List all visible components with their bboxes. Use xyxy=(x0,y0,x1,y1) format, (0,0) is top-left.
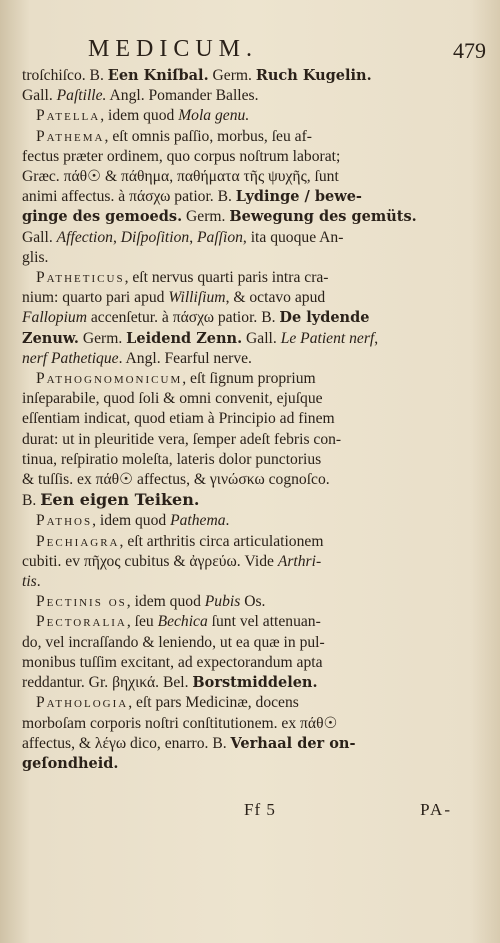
text-run: , xyxy=(374,329,379,347)
text-run: eſſentiam indicat, quod etiam à Principio ad finem xyxy=(22,410,335,428)
text-line xyxy=(22,369,442,389)
text-run: . xyxy=(225,512,230,530)
text-run: , idem quod xyxy=(100,107,179,125)
text-run: , ſeu xyxy=(126,613,158,631)
italic-term: Williſium xyxy=(168,289,226,307)
text-run: , eſt ſignum proprium xyxy=(182,370,316,388)
text-line xyxy=(22,572,442,592)
entry-headword: Patella xyxy=(36,107,101,125)
text-line xyxy=(22,308,442,328)
text-line xyxy=(22,552,442,572)
text-run: , idem quod xyxy=(126,593,205,611)
text-line xyxy=(22,288,442,308)
blackletter-term: ginge des gemoeds. xyxy=(22,208,183,226)
text-line xyxy=(22,673,442,693)
italic-term: nerf Pathetique xyxy=(22,349,119,367)
text-run: , & octavo apud xyxy=(225,289,326,307)
text-line xyxy=(22,490,442,511)
text-run: Gall. xyxy=(22,228,57,246)
text-run: , xyxy=(189,228,197,246)
text-line xyxy=(22,532,442,552)
italic-term: Pathema xyxy=(170,512,226,530)
italic-term: tis xyxy=(22,573,37,591)
text-line xyxy=(22,66,442,86)
text-run: reddantur. Gr. βηχικά. Bel. xyxy=(22,674,193,692)
page-number: 479 xyxy=(453,38,486,63)
text-line xyxy=(22,734,442,754)
blackletter-term: Bewegung des gemüts. xyxy=(229,208,417,226)
text-line xyxy=(22,693,442,713)
italic-term: Fallopium xyxy=(22,309,87,327)
text-run: durat: ut in pleuritide vera, ſemper adeſt febris con- xyxy=(22,430,342,448)
blackletter-term: geſondheid. xyxy=(22,754,119,772)
text-run: Os. xyxy=(240,593,266,611)
italic-term: Paſſion xyxy=(197,228,243,246)
text-line xyxy=(22,450,442,470)
italic-term: Pubis xyxy=(204,593,241,611)
text-line xyxy=(22,612,442,632)
text-run: accenſetur. à πάσχω patior. B. xyxy=(86,309,280,327)
text-line xyxy=(22,511,442,531)
text-run: troſchiſco. B. xyxy=(22,67,108,84)
text-run: glis. xyxy=(22,248,49,266)
text-line xyxy=(22,430,442,450)
text-run: , idem quod xyxy=(92,512,171,530)
blackletter-term: De lydende xyxy=(279,309,370,327)
text-run: do, vel incraſſando & leniendo, ut ea quæ in pul- xyxy=(22,633,325,651)
text-run: . xyxy=(36,573,41,591)
text-line xyxy=(22,147,442,167)
text-line xyxy=(22,349,442,369)
blackletter-term: Zenuw. xyxy=(22,329,79,347)
text-line xyxy=(22,714,442,734)
italic-term: Le Patient nerf xyxy=(280,329,375,347)
text-run: cubiti. ev πῆχος cubitus & ἀγρεύω. Vide xyxy=(22,552,278,570)
text-line xyxy=(22,207,442,227)
italic-term: Paſtille. xyxy=(56,87,107,105)
text-line xyxy=(22,228,442,248)
entry-headword: Pathologia xyxy=(36,694,129,712)
blackletter-term: Borstmiddelen. xyxy=(192,674,318,692)
italic-term: Arthri- xyxy=(277,552,322,570)
italic-term: Diſpoſition xyxy=(120,228,190,246)
text-run: morboſam corporis noſtri conſtitutionem. ex πάθ☉ xyxy=(22,714,338,732)
entry-headword: Pectoralia xyxy=(36,613,127,631)
text-run: affectus, & λέγω dico, enarro. B. xyxy=(22,734,231,752)
text-run: Gall. xyxy=(22,87,57,105)
text-line xyxy=(22,248,442,268)
entry-headword: Pathema xyxy=(36,127,105,145)
text-line xyxy=(22,167,442,187)
text-run: Græc. πάθ☉ & πάθημα, παθήματα τῆς ψυχῆς, ſunt xyxy=(22,168,339,186)
entry-headword: Pathognomonicum xyxy=(36,370,183,388)
text-run: fectus præter ordinem, quo corpus noſtrum laborat; xyxy=(22,147,341,165)
text-run: monibus tuſſim excitant, ad expectorandum apta xyxy=(22,653,323,671)
text-run: B. xyxy=(22,492,41,510)
text-run: , ita quoque An- xyxy=(242,228,344,246)
text-line xyxy=(22,86,442,106)
text-line xyxy=(22,633,442,653)
text-run: , eſt arthritis circa articulationem xyxy=(119,532,324,550)
entry-headword: Pectinis os xyxy=(36,593,127,611)
italic-term: Affection xyxy=(56,228,113,246)
blackletter-term: Ruch Kugelin. xyxy=(255,67,372,84)
text-run: nium: quarto pari apud xyxy=(22,289,169,307)
text-run: , eſt nervus quarti paris intra cra- xyxy=(124,269,329,287)
text-line xyxy=(22,127,442,147)
text-run: Germ. xyxy=(78,329,127,347)
text-line xyxy=(22,106,442,126)
italic-term: Mola genu. xyxy=(178,107,250,125)
blackletter-term: Een Kniſbal. xyxy=(107,67,209,84)
text-line xyxy=(22,592,442,612)
text-run: ſunt vel attenuan- xyxy=(207,613,321,631)
text-line xyxy=(22,754,442,774)
text-run: tinua, reſpiratio moleſta, lateris dolor punctorius xyxy=(22,450,322,468)
text-line xyxy=(22,409,442,429)
page-header xyxy=(22,36,486,64)
italic-term: Bechica xyxy=(157,613,208,631)
text-run: , eſt pars Medicinæ, docens xyxy=(128,694,299,712)
running-head: MEDICUM. xyxy=(88,36,259,62)
entry-headword: Pechiagra xyxy=(36,532,120,550)
text-run: Gall. xyxy=(242,329,281,347)
text-run: animi affectus. à πάσχω patior. B. xyxy=(22,188,236,206)
blackletter-term: Een eigen Teiken. xyxy=(40,490,200,510)
blackletter-term: Leidend Zenn. xyxy=(126,329,243,347)
text-line xyxy=(22,329,442,349)
text-run: , eſt omnis paſſio, morbus, ſeu af- xyxy=(104,127,312,145)
text-line xyxy=(22,470,442,490)
blackletter-term: Lydinge / bewe- xyxy=(235,188,362,206)
text-run: inſeparabile, quod ſoli & omni convenit, ejuſque xyxy=(22,390,323,408)
text-line xyxy=(22,389,442,409)
page-footer xyxy=(22,800,452,830)
entry-headword: Patheticus xyxy=(36,269,125,287)
text-run: Angl. Pomander Balles. xyxy=(106,87,259,105)
text-line xyxy=(22,653,442,673)
text-run: & tuſſis. ex πάθ☉ affectus, & γινώσκω cognoſco. xyxy=(22,471,330,489)
text-line xyxy=(22,187,442,207)
text-run: Germ. xyxy=(208,67,256,84)
entry-headword: Pathos xyxy=(36,512,93,530)
text-line xyxy=(22,268,442,288)
text-run: , xyxy=(112,228,121,246)
dictionary-text xyxy=(22,66,442,774)
catchword: PA- xyxy=(420,800,452,819)
signature-mark: Ff 5 xyxy=(244,800,276,819)
blackletter-term: Verhaal der on- xyxy=(230,734,356,752)
text-run: . Angl. Fearful nerve. xyxy=(118,349,252,367)
text-run: Germ. xyxy=(182,208,230,226)
